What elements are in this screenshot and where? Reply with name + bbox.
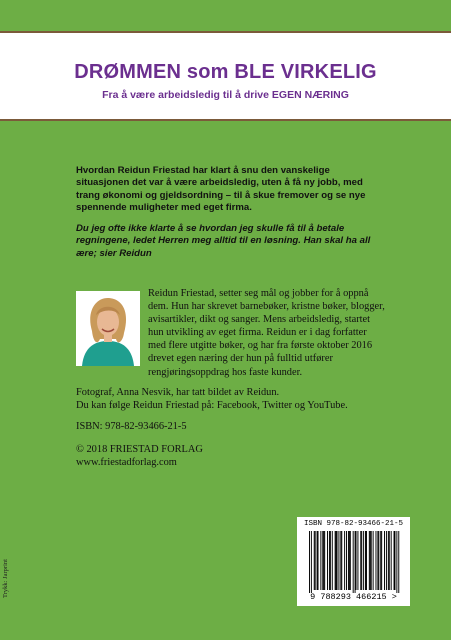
- intro-paragraph: Hvordan Reidun Friestad har klart å snu den vanskelige situasjonen det var å være arbeidsledig, uten å få ny jobb, med trang økonomi og gjeldsordning – til å skue fremover og se nye spennende muligheter med eget firma.: [76, 165, 366, 214]
- author-photo: [76, 291, 140, 366]
- barcode-box: [297, 517, 410, 606]
- book-subtitle: Fra å være arbeidsledig til å drive EGEN NÆRING: [102, 89, 349, 101]
- header-rule-top: [0, 31, 451, 33]
- follow-info: Du kan følge Reidun Friestad på: Facebook, Twitter og YouTube.: [76, 400, 348, 411]
- author-portrait-image: [76, 291, 140, 366]
- top-green-band: [0, 0, 451, 31]
- photo-credit: Fotograf, Anna Nesvik, har tatt bildet av Reidun.: [76, 387, 280, 398]
- copyright-text: © 2018 FRIESTAD FORLAG: [76, 444, 203, 455]
- book-title: DRØMMEN som BLE VIRKELIG: [74, 61, 377, 83]
- author-bio: Reidun Friestad, setter seg mål og jobber for å oppnå dem. Hun har skrevet barnebøker, kristne bøker, blogger, avisartikler, dikt og sanger. Mens arbeidsledig, startet hun utvikling av eget firma. Reidun er i dag forfatter med flere utgitte bøker, og har fra første oktober 2016 drevet egen næring der hun på fulltid utfører rengjøringsoppdrag hos faste kunder.: [148, 288, 385, 378]
- header-panel: [0, 31, 451, 121]
- publisher-website: www.friestadforlag.com: [76, 457, 177, 468]
- isbn-text: ISBN: 978-82-93466-21-5: [76, 421, 187, 432]
- author-quote: Du jeg ofte ikke klarte å se hvordan jeg skulle få til å betale regningene, ledet Herren meg alltid til en løsning. Han skal ha all ære; sier Reidun: [76, 223, 371, 259]
- back-cover-body: [0, 121, 451, 640]
- barcode-isbn-label: ISBN 978-82-93466-21-5: [303, 520, 404, 528]
- barcode-digits: 9 788293 466215 >: [310, 592, 397, 602]
- printer-credit: Trykk: Jarprint: [2, 559, 9, 598]
